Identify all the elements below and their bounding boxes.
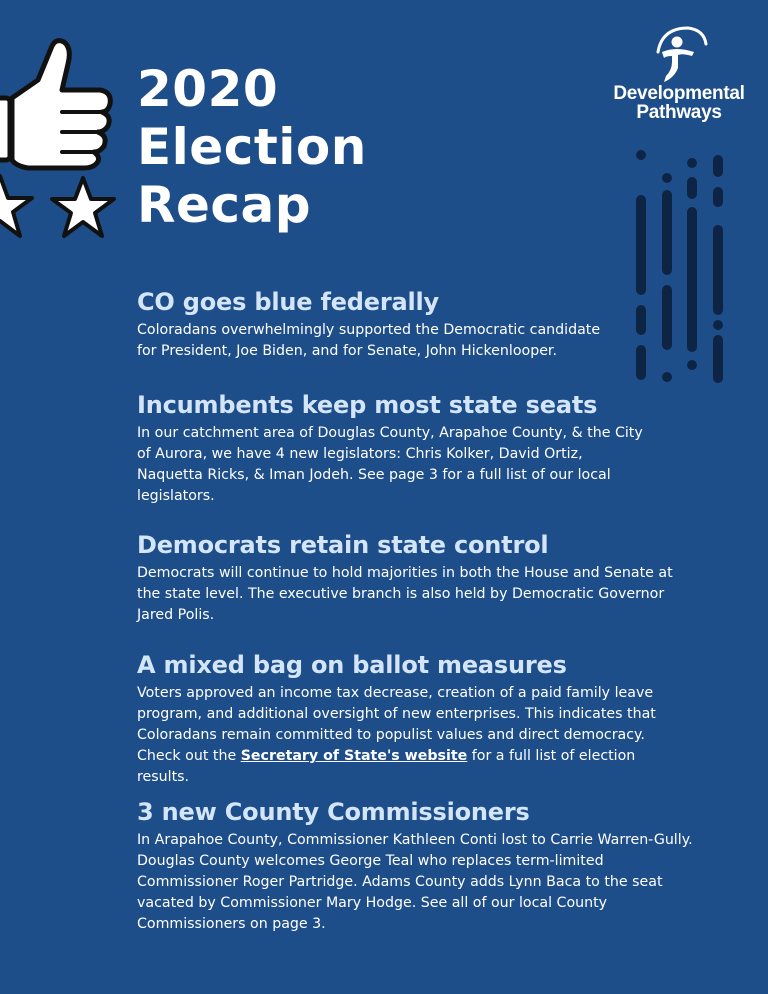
bar-segment: [713, 225, 723, 315]
section-heading: 3 new County Commissioners: [137, 798, 530, 826]
bar-segment: [713, 155, 723, 177]
bar-dot: [662, 173, 672, 183]
section-democrats-control: [137, 530, 697, 626]
section-heading: Democrats retain state control: [137, 531, 549, 559]
logo-line-1: Developmental: [613, 83, 745, 104]
bar-dot: [713, 320, 723, 330]
body-text: Voters approved an income tax decrease, creation of a paid family leave program, and additional oversight of new enterprises. This indicates that Coloradans remain committed to populist values and direct democracy. Check out the: [137, 685, 656, 764]
bar-dot: [662, 372, 672, 382]
section-body: In our catchment area of Douglas County, Arapahoe County, & the City of Aurora, we have 4 new legislators: Chris Kolker, David Ortiz, Naquetta Ricks, & Iman Jodeh. See page 3 for a full list of our local legislators.: [137, 425, 643, 504]
person-logo-icon: [648, 22, 710, 84]
section-body: [137, 683, 682, 788]
bar-dot: [687, 158, 697, 168]
title-line-1: 2020: [137, 60, 279, 118]
developmental-pathways-logo: [612, 22, 746, 122]
bar-segment: [713, 335, 723, 383]
section-heading: A mixed bag on ballot measures: [137, 651, 567, 679]
section-body: In Arapahoe County, Commissioner Kathleen Conti lost to Carrie Warren-Gully. Douglas County welcomes George Teal who replaces term-limited Commissioner Roger Partridge. Adams County adds Lynn Baca to the seat vacated by Commissioner Mary Hodge. See all of our local County Commissioners on page 3.: [137, 832, 693, 932]
page-title: [137, 60, 367, 234]
title-line-2: Election: [137, 118, 367, 176]
thumbs-up-icon: [0, 36, 120, 171]
bar-segment: [662, 190, 672, 275]
section-co-blue: [137, 287, 697, 362]
title-line-3: Recap: [137, 176, 312, 234]
section-body: Democrats will continue to hold majorities in both the House and Senate at the state level. The executive branch is also held by Democratic Governor Jared Polis.: [137, 565, 673, 623]
logo-line-2: Pathways: [636, 102, 722, 123]
section-county-commissioners: [137, 797, 697, 935]
bar-segment: [687, 177, 697, 199]
section-body: Coloradans overwhelmingly supported the Democratic candidate for President, Joe Biden, and for Senate, John Hickenlooper.: [137, 322, 601, 359]
section-heading: CO goes blue federally: [137, 288, 439, 316]
stars-icon: [0, 174, 120, 244]
section-incumbents: [137, 390, 697, 507]
section-heading: Incumbents keep most state seats: [137, 391, 598, 419]
bar-segment: [713, 187, 723, 207]
section-ballot-measures: [137, 650, 697, 788]
secretary-of-state-link[interactable]: Secretary of State's website: [240, 748, 468, 764]
bar-segment: [636, 195, 646, 295]
body-text: for a full list of election results.: [137, 748, 636, 785]
bar-dot: [636, 150, 646, 160]
